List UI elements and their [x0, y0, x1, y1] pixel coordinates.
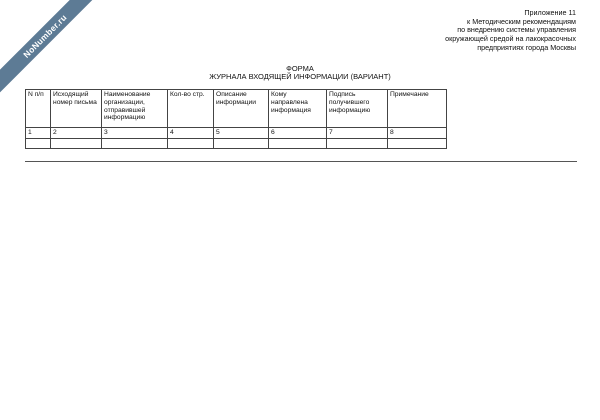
appendix-line: Приложение 11: [524, 8, 576, 17]
column-number-cell: 6: [269, 128, 327, 139]
table-header-row: [26, 90, 447, 128]
empty-cell: [214, 139, 269, 149]
empty-cell: [51, 139, 102, 149]
header-number: N п/п: [26, 90, 51, 128]
column-number-cell: 4: [168, 128, 214, 139]
empty-cell: [26, 139, 51, 149]
header-addressee: Кому направлена информация: [269, 90, 327, 128]
journal-table: [25, 89, 447, 149]
column-number-cell: 5: [214, 128, 269, 139]
empty-cell: [269, 139, 327, 149]
header-recipient-signature: Подпись получившего информацию: [327, 90, 388, 128]
appendix-line: по внедрению системы управления: [457, 25, 576, 35]
column-number-cell: 3: [102, 128, 168, 139]
column-number-cell: 7: [327, 128, 388, 139]
header-description: Описание информации: [214, 90, 269, 128]
header-page-count: Кол-во стр.: [168, 90, 214, 128]
watermark-text: NoNumber.ru: [0, 0, 111, 102]
column-number-cell: 2: [51, 128, 102, 139]
form-title: ФОРМА: [286, 64, 314, 73]
appendix-line: окружающей средой на лакокрасочных: [445, 34, 576, 44]
table-row: [26, 139, 447, 149]
horizontal-divider: [25, 161, 577, 162]
column-number-cell: 8: [388, 128, 447, 139]
header-sender-organization: Наименование организации, отправившей информацию: [102, 90, 168, 128]
table-row: [26, 128, 447, 139]
appendix-note: [376, 9, 576, 53]
header-outgoing-number: Исходящий номер письма: [51, 90, 102, 128]
appendix-line: к Методическим рекомендациям: [467, 16, 576, 26]
column-number-cell: 1: [26, 128, 51, 139]
empty-cell: [168, 139, 214, 149]
empty-cell: [388, 139, 447, 149]
appendix-line: предприятиях города Москвы: [477, 42, 576, 52]
empty-cell: [102, 139, 168, 149]
header-note: Примечание: [388, 90, 447, 128]
form-subtitle: ЖУРНАЛА ВХОДЯЩЕЙ ИНФОРМАЦИИ (ВАРИАНТ): [209, 72, 391, 81]
empty-cell: [327, 139, 388, 149]
